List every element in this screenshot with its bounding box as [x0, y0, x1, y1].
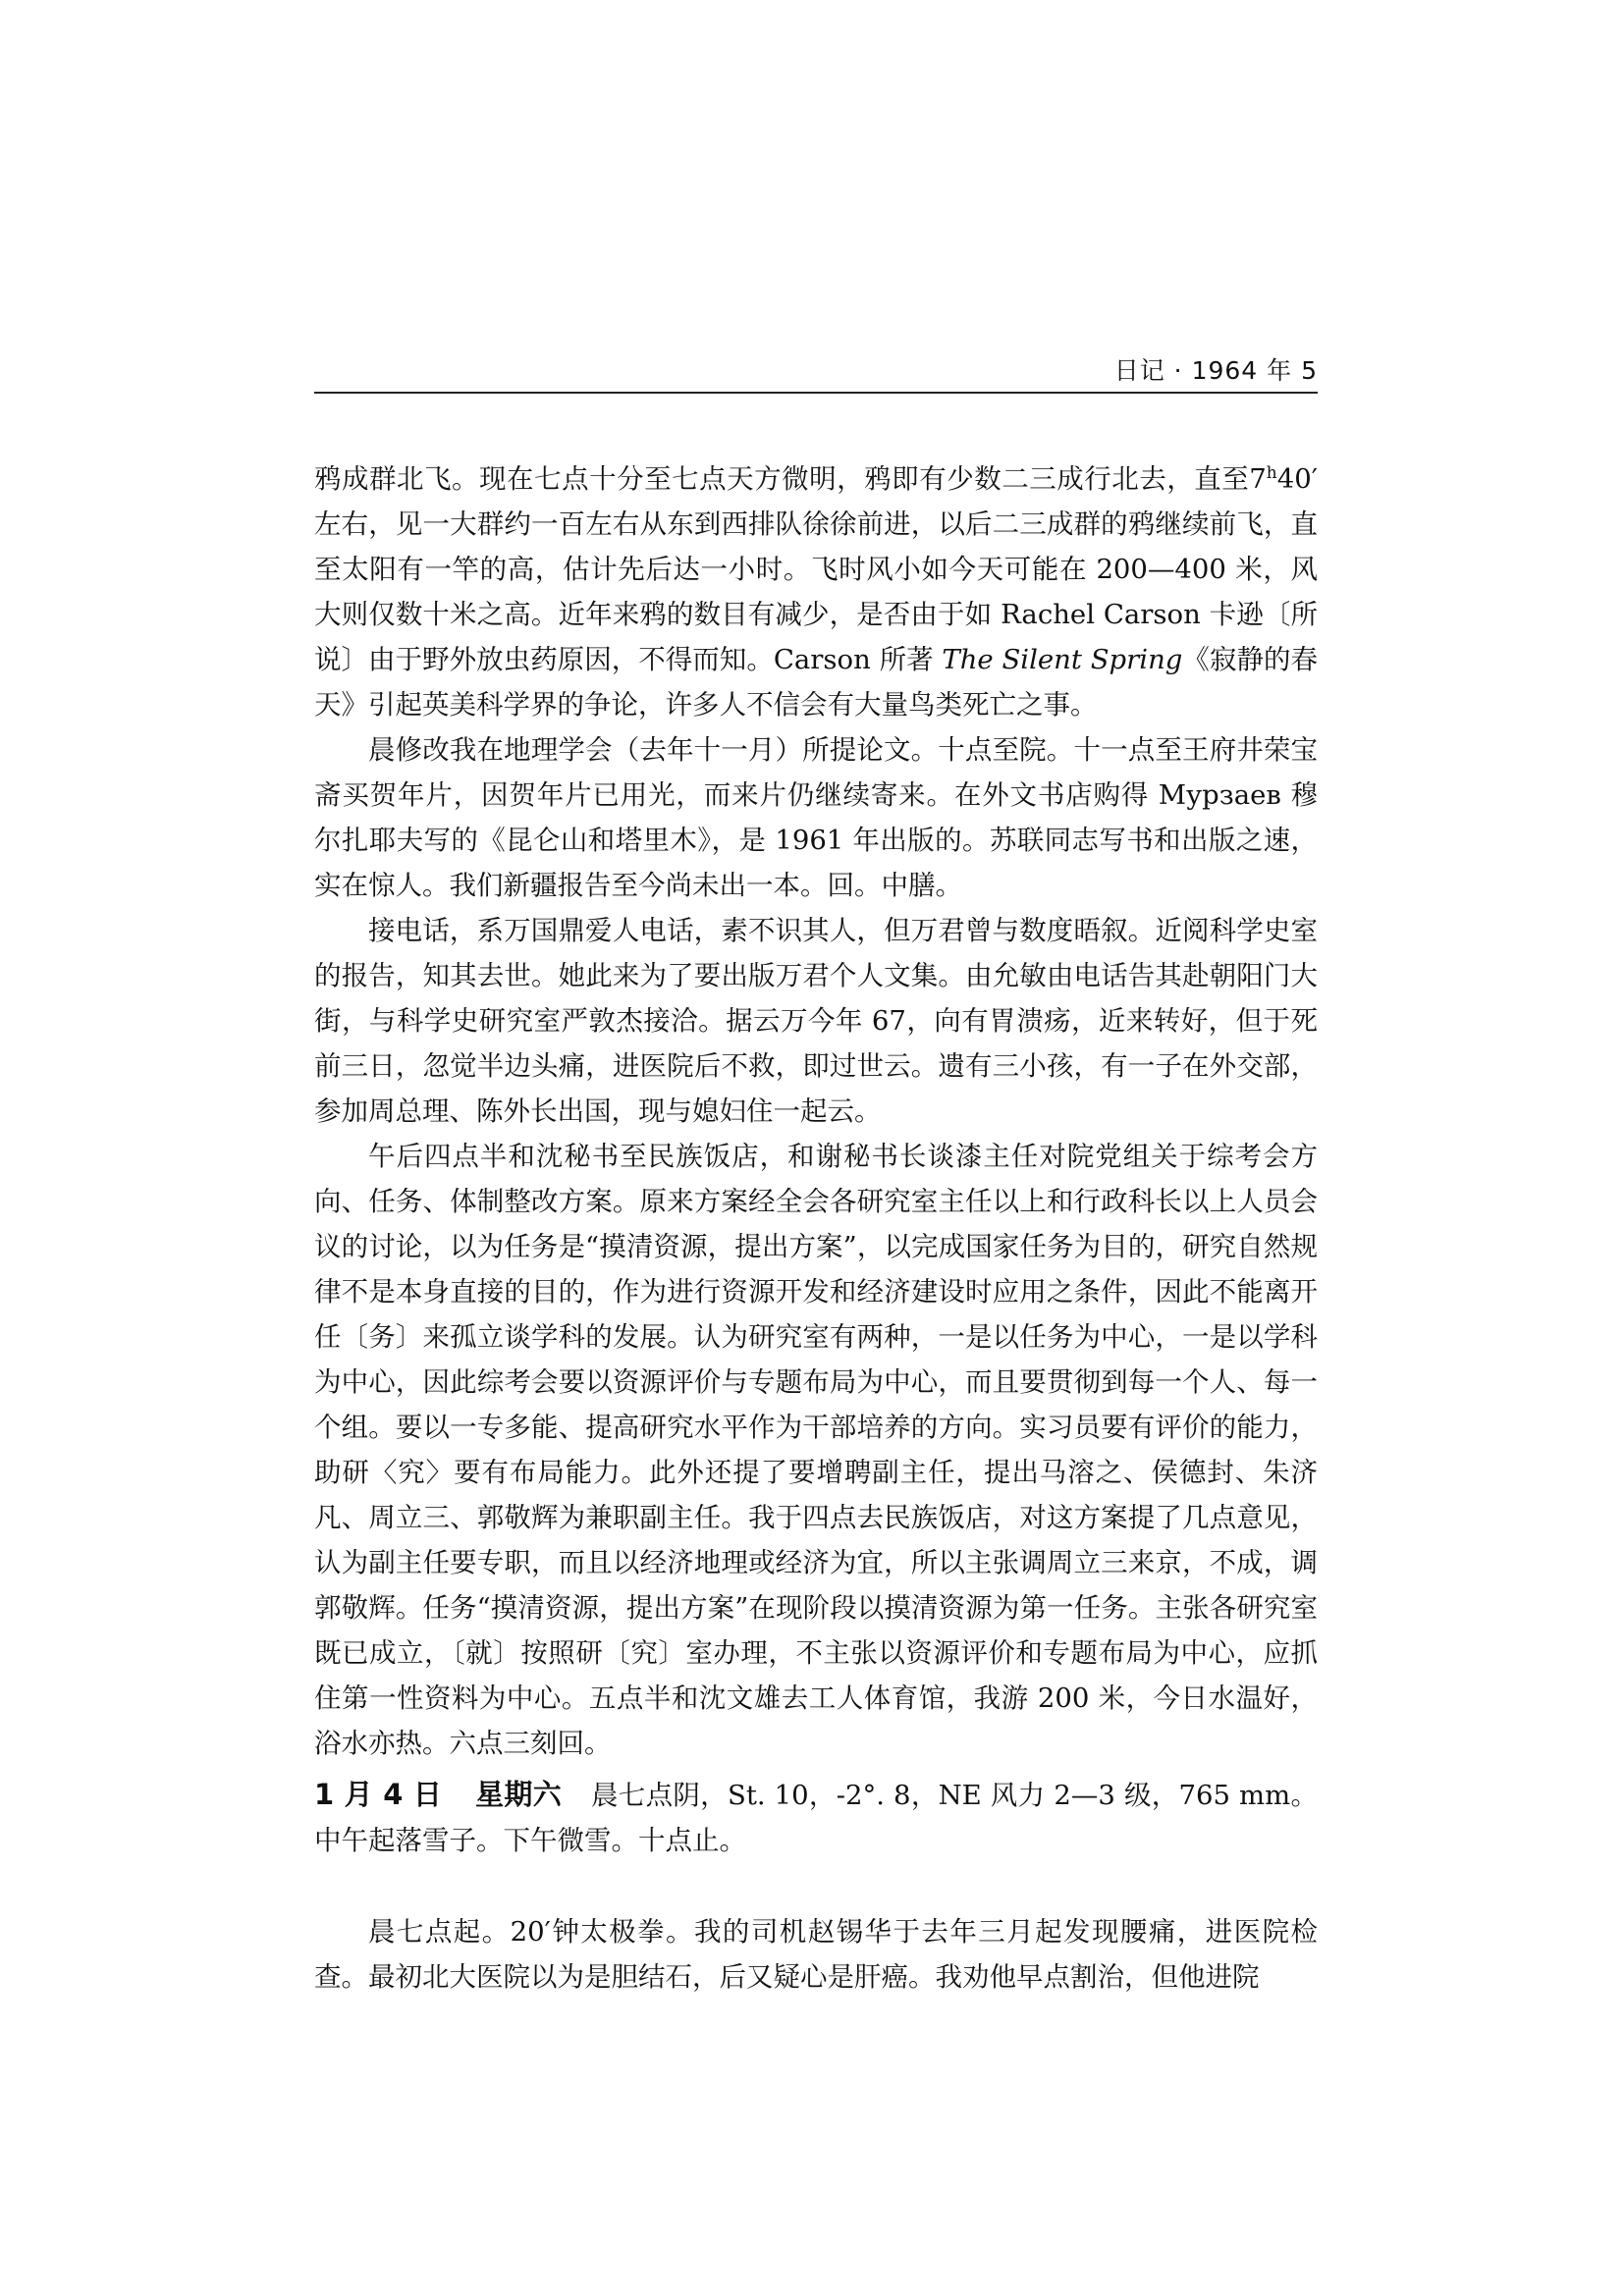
text-crows-3: 《寂静的春天》引起英美科学界的争论，许多人不信会有大量鸟类死亡之事。 [314, 644, 1319, 721]
running-head: 日记 · 1964 年 5 [1113, 356, 1318, 385]
paragraph-phone-call: 接电话，系万国鼎爱人电话，素不识其人，但万君曾与数度晤叙。近阅科学史室的报告，知其去世。她此来为了要出版万君个人文集。由允敏由电话告其赴朝阳门大街，与科学史研究室严敦杰接洽。据云万今年 67，向有胃溃疡，近来转好，但于死前三日，忽觉半边头痛，进医院后不救，即过世云。遗有三小孩，有一子在外交部，参加周总理、陈外长出国，现与媳妇住一起云。 [314, 915, 1318, 1127]
diary-text-block [314, 456, 1318, 1766]
entry-weather: 晨七点阴，St. 10，-2°. 8，NE 风力 2—3 级，765 mm。中午起落雪子。下午微雪。十点止。 [314, 1780, 1318, 1856]
paragraph-crows [314, 456, 1318, 727]
paragraph-revision: 晨修改我在地理学会（去年十一月）所提论文。十点至院。十一点至王府井荣宝斋买贺年片，因贺年片已用光，而来片仍继续寄来。在外文书店购得 Мурзаев 穆尔扎耶夫写的《昆仑山和塔里木》，是 1961 年出版的。苏联同志写书和出版之速，实在惊人。我们新疆报告至今尚未出一本。回。中膳。 [314, 734, 1318, 901]
paragraph-morning: 晨七点起。20′钟太极拳。我的司机赵锡华于去年三月起发现腰痛，进医院检查。最初北大医院以为是胆结石，后又疑心是肝癌。我劝他早点割治，但他进院 [314, 1916, 1318, 1993]
text-crows-2: 左右，见一大群约一百左右从东到西排队徐徐前进，以后二三成群的鸦继续前飞，直至太阳有一竿的高，估计先后达一小时。飞时风小如今天可能在 200—400 米，风大则仅数十米之高。近年来鸦的数目有减少，是否由于如 Rachel Carson 卡逊〔所说〕由于野外放虫药原因，不得而知。Carson 所著 [314, 508, 1318, 675]
text-crows-1: 鸦成群北飞。现在七点十分至七点天方微明，鸦即有少数二三成行北去，直至 [314, 463, 1250, 495]
diary-text-block-2 [314, 1909, 1318, 2000]
paragraph-meeting: 午后四点半和沈秘书至民族饭店，和谢秘书长谈漆主任对院党组关于综考会方向、任务、体制整改方案。原来方案经全会各研究室主任以上和行政科长以上人员会议的讨论，以为任务是“摸清资源，提出方案”，以完成国家任务为目的，研究自然规律不是本身直接的目的，作为进行资源开发和经济建设时应用之条件，因此不能离开任〔务〕来孤立谈学科的发展。认为研究室有两种，一是以任务为中心，一是以学科为中心，因此综考会要以资源评价与专题布局为中心，而且要贯彻到每一个人、每一个组。要以一专多能、提高研究水平作为干部培养的方向。实习员要有评价的能力，助研〈究〉要有布局能力。此外还提了要增聘副主任，提出马溶之、侯德封、朱济凡、周立三、郭敬辉为兼职副主任。我于四点去民族饭店，对这方案提了几点意见，认为副主任要专职，而且以经济地理或经济为宜，所以主张调周立三来京，不成，调郭敬辉。任务“摸清资源，提出方案”在现阶段以摸清资源为第一任务。主张各研究室既已成立，〔就〕按照研〔究〕室办理，不主张以资源评价和专题布局为中心，应抓住第一性资料为中心。五点半和沈文雄去工人体育馆，我游 200 米，今日水温好，浴水亦热。六点三刻回。 [314, 1141, 1318, 1759]
entry-header [314, 1772, 1318, 1863]
header-rule [314, 392, 1318, 394]
book-title: The Silent Spring [942, 644, 1183, 675]
entry-weekday: 星期六 [475, 1778, 563, 1811]
entry-date: 1 月 4 日 [314, 1778, 443, 1811]
time-mark: 7$^h$40′ [1249, 462, 1318, 495]
